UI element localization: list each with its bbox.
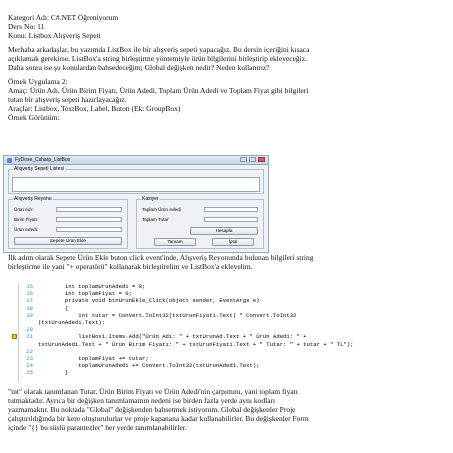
code-text: toplamUrunAdedi += Convert.ToInt32(txtUrunAdedi.Text);	[38, 362, 260, 370]
minimize-icon	[240, 157, 247, 162]
groupbox-basket-list-label: Alışveriş Sepeti Listesi	[14, 166, 65, 172]
code-text: int toplamFiyat = 0;	[38, 290, 132, 298]
textbox-urun-adedi	[56, 227, 122, 232]
code-line	[19, 355, 444, 362]
label-urun-adi: Ürün Adı:	[14, 207, 34, 212]
code-text: txtUrunAdedi.Text + " Ürün Birim Fiyatı: " + txtUrunFiyati.Text + " Tutar: " + tutar + " TL");	[38, 340, 354, 348]
code-text: toplamFiyat += tutar;	[38, 354, 149, 362]
line-number: 17	[26, 297, 33, 305]
intro-line-3: Daha sonra ise şu konulardan bahsedeceğim; Global değişken nedir? Neden kullanırız?	[8, 63, 270, 72]
close-icon	[258, 157, 265, 162]
label-toplam-adet: Toplam Ürün Adedi	[142, 207, 181, 212]
code-screenshot	[18, 283, 444, 382]
textbox-urun-adi	[56, 207, 122, 212]
code-line	[19, 283, 444, 290]
middle-line-2: birleştirme ile yani "+ operatörü" kullanarak birleştirelim ve ListBox'a ekleyelim.	[8, 262, 253, 271]
code-line	[19, 312, 444, 319]
code-text: listBox1.Items.Add("Ürün Adı: " + txtUrunAd.Text + " Ürün Adedi: " +	[38, 333, 307, 341]
basket-listbox	[12, 177, 260, 192]
line-number: 19	[26, 311, 33, 319]
line-number: 23	[26, 354, 33, 362]
code-line	[19, 290, 444, 297]
code-line	[19, 362, 444, 369]
example-aim-1: Amaç: Ürün Adı, Ürün Birim Fiyatı, Ürün Adedi, Toplam Ürün Adedi ve Toplam Fiyat gibi bilgileri	[8, 86, 309, 95]
groupbox-kasiyer-label: Kasiyer	[142, 196, 159, 202]
code-line	[19, 326, 444, 333]
calculate-button: Hesapla	[190, 227, 258, 235]
line-number: 24	[26, 362, 33, 370]
window-title: FyDose_Csharp_ListBox	[15, 157, 71, 163]
code-line	[19, 369, 444, 376]
intro-line-1: Merhaba arkadaşlar, bu yazımda ListBox ile bir alışveriş sepeti yapacağız. Bu dersin içeriğini kısaca	[8, 45, 310, 54]
closing-line-1: "int" olarak tanımlanan Tutar, Ürün Birim Fiyatı ve Ürün Adedi'nin çarpımını, yani toplam fiyatı	[8, 387, 298, 396]
topic-line: Konu: Listbox Alışveriş Sepeti	[8, 31, 101, 40]
closing-paragraph	[8, 387, 446, 432]
code-line	[19, 341, 444, 348]
window-titlebar	[4, 156, 268, 165]
category-line: Kategori Adı: C#.NET Öğreniyorum	[8, 13, 119, 22]
code-text: int tutar = Convert.ToInt32(txtUrunFiyati.Text) * Convert.ToInt32	[38, 311, 297, 319]
code-text: (txtUrunAdedi.Text);	[38, 318, 106, 326]
line-number: 18	[26, 304, 33, 312]
label-urun-adedi: Ürün Adedi:	[14, 227, 39, 232]
closing-line-4: çalıştırıldığında bir kere oluşturulurlar ve proje kapanana kadar kullanabilirler. Bu değişkenler Form	[8, 414, 309, 423]
bookmark-icon	[12, 334, 17, 339]
line-number: 22	[26, 347, 33, 355]
line-number: 16	[26, 290, 33, 298]
code-line	[19, 333, 444, 340]
example-aim-2: tutan bir alışveriş sepeti hazırlayacağız.	[8, 95, 127, 104]
closing-line-3: yazmamaktır. Bu noktada "Global" değişkenden bahsetmek istiyorum. Global değişkenler Proje	[8, 405, 296, 414]
add-to-basket-button: Sepete Ürün Ekle	[14, 237, 122, 245]
textbox-birim-fiyat	[56, 217, 122, 222]
line-number: 15	[26, 283, 33, 290]
textbox-toplam-tutar	[204, 217, 258, 222]
code-line	[19, 348, 444, 355]
textbox-toplam-adet	[204, 207, 258, 212]
example-view-label: Örnek Görünüm:	[8, 113, 60, 122]
closing-line-2: tutmaktadır. Ayrıca bir değişken tanımlamamın nedeni ise birden fazla yerde aynı kodları	[8, 396, 276, 405]
code-text: int toplamUrunAdedi = 0;	[38, 283, 146, 290]
line-number: 21	[26, 333, 33, 341]
code-line	[19, 297, 444, 304]
example-title: Örnek Uygulama 2:	[8, 77, 68, 86]
lesson-number-line: Ders No: 11	[8, 22, 45, 31]
cancel-button: İptal	[212, 238, 254, 246]
line-number: 20	[26, 326, 33, 334]
label-birim-fiyat: Birim Fiyatı:	[14, 217, 39, 222]
ok-button: Tamam	[154, 238, 196, 246]
middle-paragraph	[8, 253, 446, 271]
example-tools: Araçlar: Listbox, TextBox, Label, Buton (Ek: GroupBox)	[8, 104, 181, 113]
closing-line-5: içinde "{} bu süslü parantezler" her yerde tanımlanabilirler.	[8, 423, 187, 432]
code-text: {	[38, 304, 69, 312]
winform-screenshot	[3, 155, 269, 253]
app-icon	[7, 158, 12, 163]
intro-line-2: açıklamak gerekirse, ListBox'a string birleştirme yöntemiyle ürün bilgilerini birleştirip ekleyeceğiz.	[8, 54, 307, 63]
code-text: private void btnUrunEkle_Click(object sender, EventArgs e)	[38, 297, 260, 305]
code-line	[19, 305, 444, 312]
code-text: }	[38, 369, 69, 377]
groupbox-reyon-label: Alışveriş Reyonu	[14, 196, 52, 202]
document-body	[8, 13, 446, 122]
label-toplam-tutar: Toplam Tutar	[142, 217, 169, 222]
code-line	[19, 319, 444, 326]
middle-line-1: İlk adım olarak Sepete Ürün Ekle buton click event'inde, Alışveriş Reyonunda bulunan bilgileri string	[8, 253, 314, 262]
line-number: 25	[26, 369, 33, 377]
maximize-icon	[249, 157, 256, 162]
